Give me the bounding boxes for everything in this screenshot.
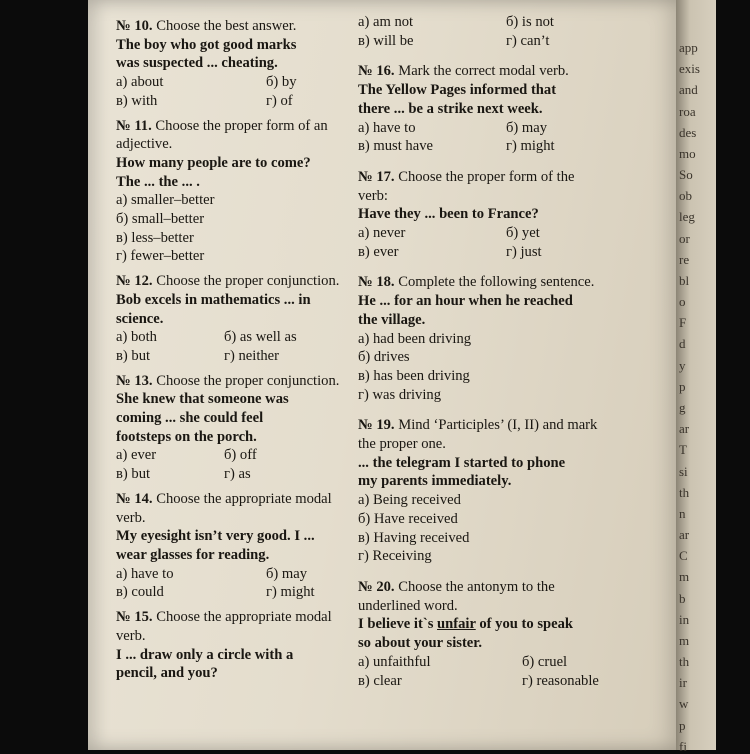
exercise-number: № 12. (116, 273, 153, 290)
next-page-fragment: n (679, 505, 686, 521)
option[interactable]: б) Have received (358, 510, 458, 527)
options-row (358, 672, 608, 691)
question-line: there ... be a strike next week. (358, 100, 543, 117)
option[interactable]: г) just (506, 243, 542, 260)
exercise-number: № 19. (358, 417, 395, 434)
next-page-fragment: b (679, 590, 686, 606)
next-page-fragment: re (679, 251, 690, 267)
option[interactable]: в) but (116, 347, 151, 364)
next-page-fragment: si (679, 463, 688, 479)
question-line: The Yellow Pages informed that (358, 82, 557, 99)
question-line: wear glasses for reading. (116, 546, 270, 563)
exercise-number: № 18. (358, 274, 395, 291)
options-row (358, 119, 608, 138)
option[interactable]: б) may (266, 565, 308, 582)
options-row (358, 137, 608, 156)
option[interactable]: в) could (116, 584, 164, 601)
option[interactable]: б) may (506, 119, 548, 136)
left-column (116, 17, 346, 689)
exercise-instruction: Choose the antonym to the underlined word. (358, 578, 555, 614)
option[interactable]: б) by (266, 74, 297, 91)
option[interactable]: в) but (116, 466, 151, 483)
options-row (116, 328, 346, 347)
options-row (116, 465, 346, 484)
next-page-fragment: p (679, 717, 686, 733)
next-page-fragment: roa (679, 103, 696, 119)
next-page-fragment: g (679, 400, 686, 415)
question-line: science. (116, 310, 164, 327)
option[interactable]: б) yet (506, 225, 540, 242)
exercise-12 (116, 272, 346, 366)
exercise-instruction: Choose the proper conjunction. (156, 372, 340, 389)
question-line: How many people are to come? (116, 154, 311, 171)
option[interactable]: г) reasonable (522, 672, 599, 689)
next-page-fragment: fi (679, 738, 687, 754)
option[interactable]: в) with (116, 92, 158, 109)
next-page-fragment: and (679, 82, 698, 98)
exercise-10 (116, 17, 346, 111)
option[interactable]: в) has been driving (358, 367, 470, 384)
next-page-fragment: w (679, 696, 689, 712)
option[interactable]: а) smaller–better (116, 192, 215, 209)
exercise-instruction: Choose the appropriate modal verb. (116, 490, 332, 526)
next-page-fragment: F (679, 315, 687, 331)
exercise-number: № 17. (358, 168, 395, 185)
next-page-fragment: o (679, 294, 686, 310)
question-line: Have they ... been to France? (358, 206, 539, 223)
exercise-instruction: Complete the following sentence. (398, 274, 595, 291)
options-row (358, 224, 608, 243)
option[interactable]: а) Being received (358, 492, 461, 509)
options-row (358, 13, 608, 32)
option[interactable]: а) never (358, 225, 406, 242)
next-page-fragment: d (679, 336, 686, 352)
next-page-fragment: exis (679, 61, 700, 77)
exercise-instruction: Choose the proper conjunction. (156, 273, 340, 290)
options-row (116, 73, 346, 92)
option[interactable]: в) clear (358, 672, 402, 689)
options-row (358, 243, 608, 262)
exercise-15-options (358, 13, 608, 50)
option[interactable]: а) unfaithful (358, 653, 431, 670)
question-line: my parents immediately. (358, 473, 512, 490)
option[interactable]: б) off (224, 447, 257, 464)
exercise-instruction: Mark the correct modal verb. (398, 63, 569, 80)
option[interactable]: в) less–better (116, 229, 194, 246)
next-page-fragment: ir (679, 675, 687, 691)
options-row (116, 583, 346, 602)
question-line: so about your sister. (358, 635, 483, 652)
next-page-fragment: mo (679, 145, 696, 161)
exercise-15 (116, 608, 346, 683)
next-page-fragment: bl (679, 272, 690, 288)
next-page-fragment: th (679, 654, 690, 670)
option[interactable]: г) might (266, 584, 315, 601)
question-line: She knew that someone was (116, 391, 289, 408)
exercise-13 (116, 372, 346, 484)
question-line: coming ... she could feel (116, 410, 264, 427)
next-page-fragment: ar (679, 421, 690, 437)
option[interactable]: в) Having received (358, 529, 470, 546)
option[interactable]: б) as well as (224, 329, 297, 346)
question-line: footsteps on the porch. (116, 428, 257, 445)
question-line: Bob excels in mathematics ... in (116, 291, 311, 308)
question-line: The boy who got good marks (116, 36, 297, 53)
exercise-instruction: Mind ‘Participles’ (I, II) and mark the proper one. (358, 417, 598, 453)
option[interactable]: б) drives (358, 349, 410, 366)
options-row (358, 653, 608, 672)
exercise-number: № 15. (116, 609, 153, 626)
exercise-11 (116, 117, 346, 267)
exercise-number: № 10. (116, 18, 153, 34)
options-row (116, 347, 346, 366)
next-page-fragment: C (679, 548, 688, 564)
exercise-number: № 14. (116, 490, 153, 507)
option[interactable]: г) as (224, 466, 251, 483)
question-line: was suspected ... cheating. (116, 55, 278, 72)
option[interactable]: б) is not (506, 14, 554, 30)
next-page-fragment: app (679, 40, 698, 55)
option[interactable]: г) was driving (358, 386, 441, 403)
next-page-fragment: m (679, 569, 690, 585)
next-page-fragment: ob (679, 188, 692, 204)
question-line: pencil, and you? (116, 665, 218, 682)
next-page-fragment: leg (679, 209, 695, 225)
next-page-fragment: So (679, 167, 693, 183)
option[interactable]: б) cruel (522, 653, 568, 670)
next-page-fragment: p (679, 378, 686, 394)
next-page-fragment: in (679, 611, 690, 627)
right-column (358, 13, 608, 696)
option[interactable]: а) am not (358, 14, 414, 30)
option[interactable]: г) fewer–better (116, 248, 205, 265)
options-row (116, 92, 346, 111)
exercise-instruction: Choose the appropriate modal verb. (116, 609, 332, 644)
option[interactable]: а) have to (116, 565, 174, 582)
option[interactable]: а) about (116, 74, 164, 91)
next-page-fragment: th (679, 484, 690, 500)
option[interactable]: б) small–better (116, 211, 205, 228)
exercise-16 (358, 62, 608, 156)
options-row (358, 32, 608, 51)
option[interactable]: г) of (266, 92, 293, 109)
exercise-17 (358, 168, 608, 262)
question-line: My eyesight isn’t very good. I ... (116, 528, 315, 545)
question-line: the village. (358, 311, 426, 328)
exercise-instruction: Choose the best answer. (156, 18, 297, 34)
next-page-fragment: y (679, 357, 686, 373)
exercise-instruction: Choose the proper form of an adjective. (116, 117, 328, 153)
option[interactable]: а) have to (358, 119, 416, 136)
option[interactable]: а) both (116, 329, 157, 346)
exercise-number: № 20. (358, 578, 395, 595)
option[interactable]: а) had been driving (358, 330, 472, 347)
options-row (116, 565, 346, 584)
next-page-fragment: T (679, 442, 687, 458)
next-page-fragment: des (679, 124, 697, 140)
option[interactable]: г) can’t (506, 32, 550, 49)
exercise-number: № 16. (358, 63, 395, 80)
option[interactable]: в) ever (358, 243, 399, 260)
underlined-word: unfair (437, 616, 476, 633)
exercise-number: № 13. (116, 372, 153, 389)
question-line: I believe it`s unfair of you to speak (358, 616, 574, 633)
option[interactable]: г) Receiving (358, 548, 432, 565)
exercise-number: № 11. (116, 117, 152, 134)
next-page-fragment: or (679, 230, 690, 246)
question-line: I ... draw only a circle with a (116, 646, 294, 663)
question-line: ... the telegram I started to phone (358, 454, 566, 471)
options-row (116, 446, 346, 465)
exercise-18 (358, 273, 608, 404)
option[interactable]: в) will be (358, 32, 414, 49)
question-line: He ... for an hour when he reached (358, 293, 573, 310)
question-line: The ... the ... . (116, 173, 200, 190)
exercise-instruction: Choose the proper form of the verb: (358, 168, 575, 204)
option[interactable]: г) neither (224, 347, 280, 364)
option[interactable]: г) might (506, 138, 555, 155)
exercise-20 (358, 578, 608, 690)
next-page-fragment: ar (679, 527, 690, 543)
option[interactable]: а) ever (116, 447, 157, 464)
next-page-fragment: m (679, 632, 690, 648)
exercise-14 (116, 490, 346, 602)
option[interactable]: в) must have (358, 138, 433, 155)
exercise-19 (358, 416, 608, 566)
